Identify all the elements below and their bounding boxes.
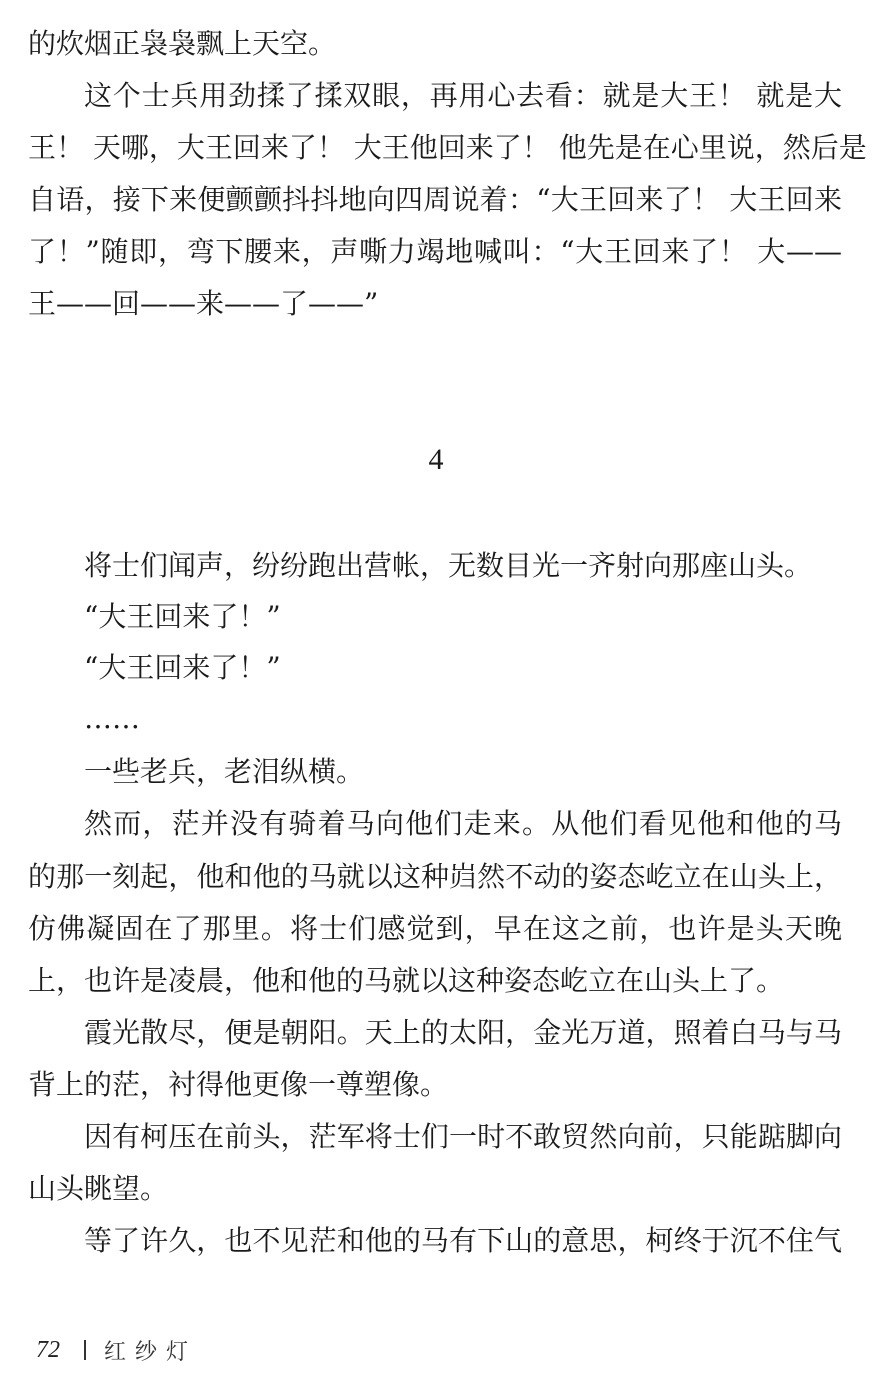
text-line: 霞光散尽，便是朝阳。天上的太阳，金光万道，照着白马与马 xyxy=(84,1016,842,1049)
text-line: 仿佛凝固在了那里。将士们感觉到，早在这之前，也许是头天晚 xyxy=(28,912,842,945)
text-line: “大王回来了！” xyxy=(84,600,281,633)
page-number: 72 xyxy=(36,1336,60,1363)
text-line: 一些老兵，老泪纵横。 xyxy=(84,755,365,788)
text-line: 王——回——来——了——” xyxy=(28,287,379,320)
text-line: 山头眺望。 xyxy=(28,1172,169,1205)
text-line: …… xyxy=(84,702,140,735)
text-line: 的炊烟正袅袅飘上天空。 xyxy=(28,27,337,60)
chapter-number: 4 xyxy=(428,443,444,476)
text-line: 自语，接下来便颤颤抖抖地向四周说着：“大王回来了！ 大王回来 xyxy=(28,183,842,216)
text-line: 王！ 天哪，大王回来了！ 大王他回来了！ 他先是在心里说，然后是 xyxy=(28,131,867,164)
text-line: 等了许久，也不见茫和他的马有下山的意思，柯终于沉不住气 xyxy=(84,1224,842,1257)
text-line: 的那一刻起，他和他的马就以这种岿然不动的姿态屹立在山头上， xyxy=(28,860,842,893)
text-line: 了！”随即，弯下腰来，声嘶力竭地喊叫：“大王回来了！ 大—— xyxy=(28,235,842,268)
text-line: 这个士兵用劲揉了揉双眼，再用心去看：就是大王！ 就是大 xyxy=(84,79,842,112)
footer-divider xyxy=(84,1340,86,1360)
text-line: “大王回来了！” xyxy=(84,651,281,684)
page-footer xyxy=(36,1332,197,1368)
text-line: 上，也许是凌晨，他和他的马就以这种姿态屹立在山头上了。 xyxy=(28,964,785,997)
book-title: 红纱灯 xyxy=(104,1339,198,1365)
text-line: 因有柯压在前头，茫军将士们一时不敢贸然向前，只能踮脚向 xyxy=(84,1120,842,1153)
text-line: 然而，茫并没有骑着马向他们走来。从他们看见他和他的马 xyxy=(84,807,842,840)
text-line: 将士们闻声，纷纷跑出营帐，无数目光一齐射向那座山头。 xyxy=(84,549,813,582)
text-line: 背上的茫，衬得他更像一尊塑像。 xyxy=(28,1068,449,1101)
